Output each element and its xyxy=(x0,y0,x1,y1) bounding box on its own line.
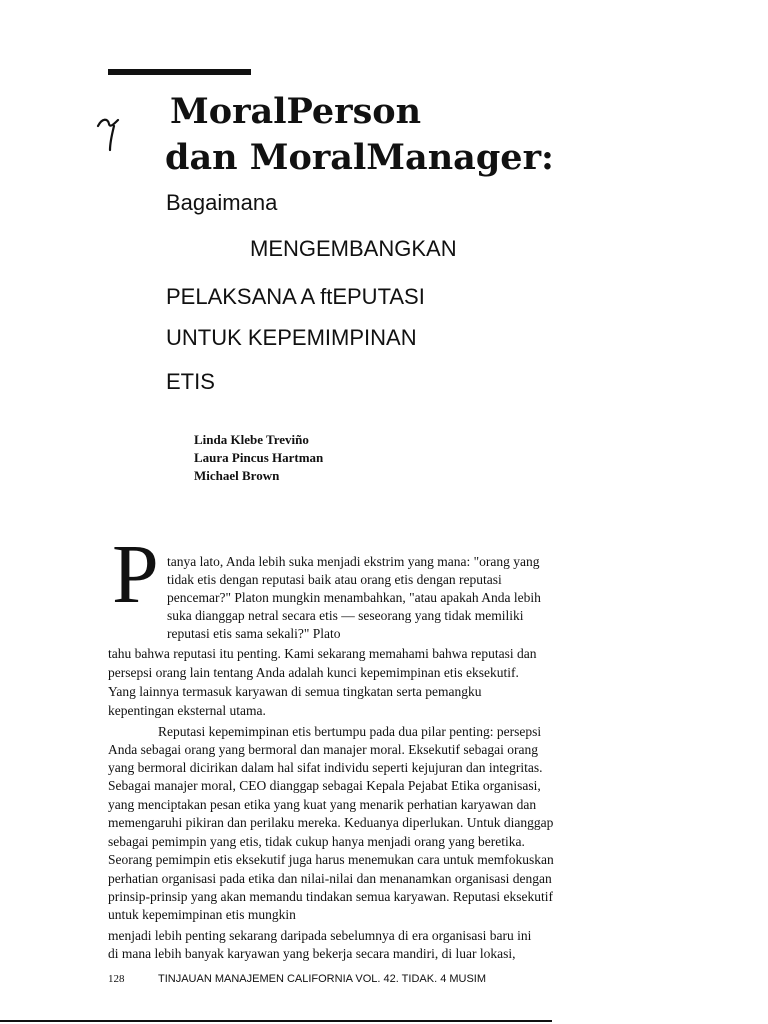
drop-cap: P xyxy=(112,528,159,621)
body-line: kepentingan eksternal utama. xyxy=(108,703,266,718)
subtitle-line-3-b: A ftEPUTASI xyxy=(295,284,425,309)
body-line: Yang lainnya termasuk karyawan di semua tingkatan serta pemangku xyxy=(108,684,482,699)
body-line: tidak etis dengan reputasi baik atau orang etis dengan reputasi xyxy=(167,572,502,587)
handwritten-mark xyxy=(96,112,122,152)
subtitle-line-5: ETIS xyxy=(166,369,215,394)
author: Michael Brown xyxy=(194,468,280,483)
journal-title: TINJAUAN MANAJEMEN CALIFORNIA VOL. 42. TIDAK. 4 MUSIM xyxy=(158,973,487,985)
body-line: Sebagai manajer moral, CEO dianggap sebagai Kepala Pejabat Etika organisasi, xyxy=(108,778,541,793)
body-line: persepsi orang lain tentang Anda adalah kunci kepemimpinan etis eksekutif. xyxy=(108,665,519,680)
author: Linda Klebe Treviño xyxy=(194,432,309,447)
body-line: Seorang pemimpin etis eksekutif juga harus menemukan cara untuk memfokuskan xyxy=(108,852,554,867)
author: Laura Pincus Hartman xyxy=(194,450,324,465)
footer-rule xyxy=(0,1020,552,1022)
body-line: yang menciptakan pesan etika yang kuat yang menarik perhatian karyawan dan xyxy=(108,797,537,812)
body-line: yang bermoral dicirikan dalam hal sifat individu seperti kejujuran dan integritas. xyxy=(108,760,543,775)
subtitle-line-3 xyxy=(166,284,425,310)
body-line: Anda sebagai orang yang bermoral dan manajer moral. Eksekutif sebagai orang xyxy=(108,742,538,757)
page-number: 128 xyxy=(108,973,125,985)
subtitle-line-4: UNTUK KEPEMIMPINAN xyxy=(166,325,417,350)
title-line-1: MoralPerson xyxy=(170,91,422,132)
subtitle-line-3-a: PELAKSANA xyxy=(166,284,296,309)
body-line: tahu bahwa reputasi itu penting. Kami sekarang memahami bahwa reputasi dan xyxy=(108,646,537,661)
body-line: di mana lebih banyak karyawan yang bekerja secara mandiri, di luar lokasi, xyxy=(108,946,516,961)
body-line: perhatian organisasi pada etika dan nilai-nilai dan menanamkan organisasi dengan xyxy=(108,871,552,886)
body-line: memengaruhi pikiran dan perilaku mereka. Keduanya diperlukan. Untuk dianggap xyxy=(108,815,554,830)
subtitle-line-1: Bagaimana xyxy=(166,190,278,215)
body-line: tanya lato, Anda lebih suka menjadi ekstrim yang mana: "orang yang xyxy=(167,554,540,569)
title-line-2: dan MoralManager: xyxy=(165,137,554,178)
body-line: suka dianggap netral secara etis — seseorang yang tidak memiliki xyxy=(167,608,524,623)
subtitle-line-2: MENGEMBANGKAN xyxy=(250,236,457,261)
body-line: sebagai pemimpin yang etis, tidak cukup hanya menjadi orang yang beretika. xyxy=(108,834,525,849)
body-line: reputasi etis sama sekali?" Plato xyxy=(167,626,341,641)
body-line: untuk kepemimpinan etis mungkin xyxy=(108,907,296,922)
body-line: pencemar?" Platon mungkin menambahkan, "atau apakah Anda lebih xyxy=(167,590,541,605)
body-line: menjadi lebih penting sekarang daripada sebelumnya di era organisasi baru ini xyxy=(108,928,532,943)
header-rule xyxy=(108,69,251,75)
body-line: prinsip-prinsip yang akan memandu tindakan semua karyawan. Reputasi eksekutif xyxy=(108,889,554,904)
body-line: Reputasi kepemimpinan etis bertumpu pada dua pilar penting: persepsi xyxy=(158,724,542,739)
